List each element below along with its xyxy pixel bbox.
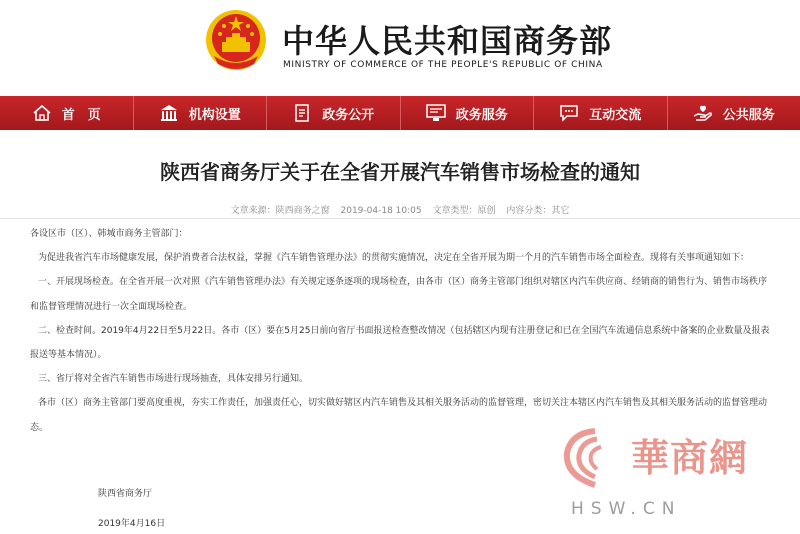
nav-item-public-services[interactable] bbox=[668, 96, 800, 130]
article-paragraph: 各市（区）商务主管部门要高度重视，夯实工作责任，加强责任心，切实做好辖区内汽车销售及其相关服务活动的监督管理，密切关注本辖区内汽车销售及其相关服务活动的监督管理动态。 bbox=[30, 398, 768, 433]
watermark-name: 華商網 bbox=[631, 435, 749, 480]
article-source: 文章来源：陕西商务之窗 bbox=[230, 206, 330, 216]
building-icon bbox=[159, 104, 179, 122]
article-paragraph: 为促进我省汽车市场健康发展，保护消费者合法权益，掌握《汽车销售管理办法》的贯彻实施情况，决定在全省开展为期一个月的汽车销售市场全面检查。现将有关事项通知如下： bbox=[38, 253, 750, 264]
chat-icon bbox=[559, 104, 579, 122]
nav-label: 公共服务 bbox=[722, 107, 775, 123]
home-icon bbox=[32, 104, 52, 122]
article-paragraph: 二、检查时间。2019年4月22日至5月22日。各市（区）要在5月25日前向省厅书面报送检查整改情况（包括辖区内现有注册登记和已在全国汽车流通信息系统中备案的企业数量及报表报送等基本情况）。 bbox=[30, 325, 770, 361]
article-type: 文章类型：原创 bbox=[432, 206, 496, 216]
article-signature: 陕西省商务厅 bbox=[98, 489, 153, 499]
article-category: 内容分类：其它 bbox=[506, 206, 570, 216]
site-header bbox=[0, 0, 800, 96]
main-nav bbox=[0, 96, 800, 130]
article-body bbox=[30, 222, 775, 440]
document-icon bbox=[292, 104, 312, 122]
nav-item-home[interactable] bbox=[0, 96, 134, 130]
article-paragraph: 一、开展现场检查。在全省开展一次对照《汽车销售管理办法》有关规定逐条逐项的现场检查，由各市（区）商务主管部门组织对辖区内汽车供应商、经销商的销售行为、销售市场秩序和监督管理情况进行一次全面现场检查。 bbox=[30, 277, 768, 312]
watermark-url: HSW.CN bbox=[571, 499, 682, 519]
article-date: 2019-04-18 10:05 bbox=[340, 206, 422, 216]
national-emblem-icon[interactable] bbox=[204, 8, 268, 72]
site-subtitle: MINISTRY OF COMMERCE OF THE PEOPLE'S REPUBLIC OF CHINA bbox=[283, 60, 603, 70]
article-title: 陕西省商务厅关于在全省开展汽车销售市场检查的通知 bbox=[160, 160, 640, 184]
nav-label: 机构设置 bbox=[188, 107, 241, 123]
article-meta bbox=[0, 203, 800, 216]
site-title[interactable]: 中华人民共和国商务部 bbox=[282, 22, 613, 60]
nav-label: 政务公开 bbox=[322, 107, 375, 123]
watermark bbox=[555, 425, 795, 525]
nav-item-government-affairs[interactable] bbox=[267, 96, 401, 130]
hand-icon bbox=[693, 104, 713, 122]
divider bbox=[0, 218, 800, 219]
nav-item-government-services[interactable] bbox=[401, 96, 535, 130]
article-paragraph: 三、省厅将对全省汽车销售市场进行现场抽查，具体安排另行通知。 bbox=[38, 374, 309, 385]
nav-label: 互动交流 bbox=[589, 107, 642, 123]
nav-label: 首 页 bbox=[61, 107, 101, 123]
nav-item-organization[interactable] bbox=[134, 96, 268, 130]
article-salutation: 各设区市（区）、韩城市商务主管部门： bbox=[30, 229, 188, 239]
nav-item-interaction[interactable] bbox=[534, 96, 668, 130]
article-sign-date: 2019年4月16日 bbox=[98, 519, 166, 529]
monitor-icon bbox=[426, 104, 446, 122]
nav-label: 政务服务 bbox=[455, 107, 508, 123]
